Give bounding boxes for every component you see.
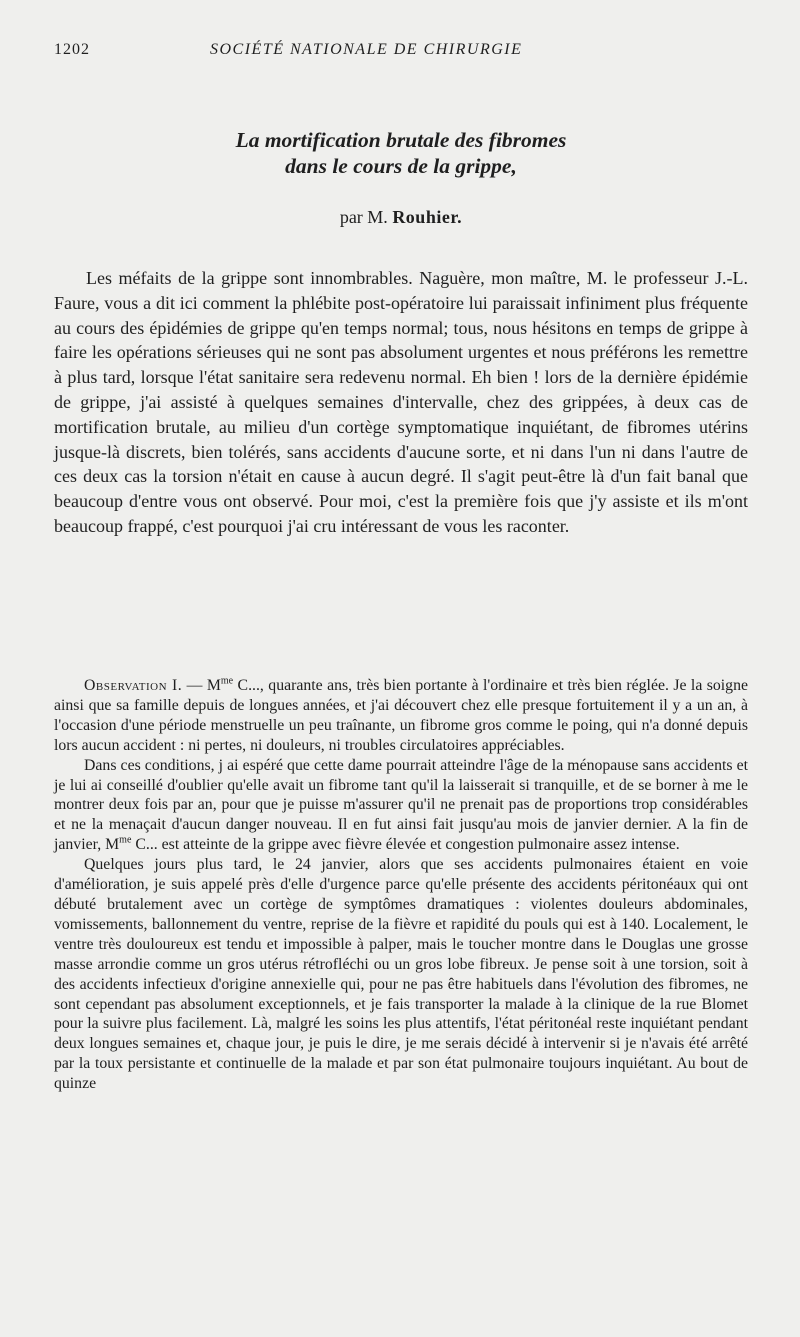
paragraph-2-patient-title: M [105,836,120,854]
paragraph-2-patient-title-superscript: me [119,834,132,846]
article-author [54,206,748,228]
observation-paragraph-1 [54,676,748,756]
observation-paragraph-2 [54,756,748,856]
article-title [54,127,748,179]
author-prefix: par M. [339,207,388,227]
patient-title: M [206,677,221,694]
journal-title: SOCIÉTÉ NATIONALE DE CHIRURGIE [210,41,523,58]
observation-paragraph-2-text-a: Dans ces conditions, j ai espéré que cette dame pourrait atteindre l'âge de la ménopause sans accidents et je lui ai conseillé d'oublier qu'elle avait un fibrome tant qu'il la laisserait si tranquille, et de se borner à me le montrer deux fois par an, pour que je puisse m'assurer qu'il ne prenait pas de proportions trop considérables et ne la menaçait d'aucun danger nouveau. Il en fut ainsi fait jusqu'au mois de janvier dernier. A la fin de janvier, [54,756,748,854]
author-name: Rouhier. [392,207,463,227]
running-head [54,41,748,67]
observation-heading: Observation I. [84,677,183,694]
article-title-line-1: La mortification brutale des fibromes [235,128,567,152]
observation-paragraph-3: Quelques jours plus tard, le 24 janvier, alors que ses accidents pulmonaires étaient en voie d'amélioration, je suis appelé près d'elle d'urgence parce qu'elle présente des accidents péritonéaux qui ont débuté brutalement avec un cortège de symptômes dramatiques : violentes douleurs abdominales, vomissements, ballonnement du ventre, reprise de la fièvre et rapidité du pouls qui est à 140. Localement, le ventre très douloureux est tendu et impossible à palper, mais le toucher montre dans le Douglas une grosse masse arrondie comme un gros utérus rétrofléchi ou un gros lobe fibreux. Je pense soit à une torsion, soit à des accidents infectieux d'origine annexielle qui, pour ne pas être habituels dans l'évolution des fibromes, ne sont cependant pas absolument exceptionnels, et je fais transporter la malade à la clinique de la rue Blomet pour la suivre plus facilement. Là, malgré les soins les plus attentifs, l'état péritonéal reste inquiétant pendant deux longues semaines et, chaque jour, je puis le dire, je me serais décidé à intervenir si je n'avais été arrêté par la toux persistante et continuelle de la malade et par son état pulmonaire toujours inquiétant. Au bout de quinze [54,856,748,1093]
intro-paragraph: Les méfaits de la grippe sont innombrables. Naguère, mon maître, M. le professeur J.-L. Faure, vous a dit ici comment la phlébite post-opératoire lui paraissait infiniment plus fréquente au cours des épidémies de grippe qu'en temps normal; tous, nous hésitons en temps de grippe à faire les opérations sérieuses qui ne sont pas absolument urgentes et nous préférons les remettre à plus tard, lorsque l'état sanitaire sera redevenu normal. Eh bien ! lors de la dernière épidémie de grippe, j'ai assisté à quelques semaines d'intervalle, chez des grippées, à deux cas de mortification brutale, au milieu d'un cortège symptomatique inquiétant, de fibromes utérins jusque-là discrets, bien tolérés, sans accidents d'aucune sorte, et ni dans l'un ni dans l'autre de ces deux cas la torsion n'était en cause à aucun degré. Il s'agit peut-être là d'un fait banal que beaucoup d'entre vous ont observé. Pour moi, c'est la première fois que j'y assiste et ils m'ont beaucoup frappé, c'est pourquoi j'ai cru intéressant de vous les raconter. [54,268,748,536]
article-title-line-2: dans le cours de la grippe, [285,154,517,178]
observation-paragraph-1-text: C..., quarante ans, très bien portante à l'ordinaire et très bien réglée. Je la soigne ainsi que sa famille depuis de longues années, et j'ai découvert chez elle presque fortuitement il y a un an, à l'occasion d'une période menstruelle un peu traînante, un fibrome gros comme le poing, qui n'a donné depuis lors aucun accident : ni pertes, ni douleurs, ni troubles circulatoires appréciables. [54,677,748,754]
observation-paragraph-2-text-b: C... est atteinte de la grippe avec fièvre élevée et congestion pulmonaire assez intense. [131,836,680,854]
page-number: 1202 [54,41,90,58]
patient-title-superscript: me [220,675,234,687]
observation-section [54,676,748,1094]
observation-dash: — [182,677,207,694]
